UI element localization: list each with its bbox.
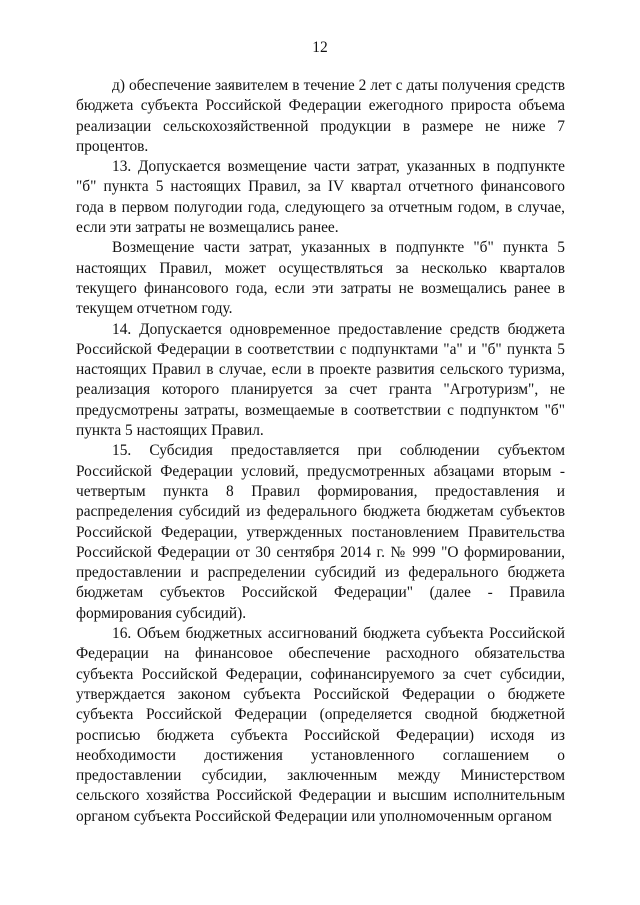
document-body	[76, 76, 565, 827]
paragraph-15: 15. Субсидия предоставляется при соблюдении субъектом Российской Федерации условий, предусмотренных абзацами вторым - четвертым пункта 8 Правил формирования, предоставления и распределения субсидий из федерального бюджета бюджетам субъектов Российской Федерации, утвержденных постановлением Правительства Российской Федерации от 30 сентября 2014 г. № 999 "О формировании, предоставлении и распределении субсидий из федерального бюджета бюджетам субъектов Российской Федерации" (далее - Правила формирования субсидий).	[76, 442, 565, 622]
paragraph-subitem-d: д) обеспечение заявителем в течение 2 лет с даты получения средств бюджета субъекта Российской Федерации ежегодного прироста объема реализации сельскохозяйственной продукции в размере не ниже 7 процентов.	[76, 77, 565, 155]
paragraph-13-continuation: Возмещение части затрат, указанных в подпункте "б" пункта 5 настоящих Правил, может осуществляться за несколько кварталов текущего финансового года, если эти затраты не возмещались ранее в текущем отчетном году.	[76, 239, 565, 318]
page-number: 12	[312, 39, 328, 56]
paragraph-13: 13. Допускается возмещение части затрат, указанных в подпункте "б" пункта 5 настоящих Правил, за IV квартал отчетного финансового года в первом полугодии года, следующего за отчетным годом, в случае, если эти затраты не возмещались ранее.	[76, 158, 565, 237]
paragraph-16: 16. Объем бюджетных ассигнований бюджета субъекта Российской Федерации на финансовое обеспечение расходного обязательства субъекта Российской Федерации, софинансируемого за счет субсидии, утверждается законом субъекта Российской Федерации о бюджете субъекта Российской Федерации (определяется сводной бюджетной росписью бюджета субъекта Российской Федерации) исходя из необходимости достижения установленного соглашением о предоставлении субсидии, заключенным между Министерством сельского хозяйства Российской Федерации и высшим исполнительным органом субъекта Российской Федерации или уполномоченным органом	[76, 625, 565, 825]
paragraph-14: 14. Допускается одновременное предоставление средств бюджета Российской Федерации в соответствии с подпунктами "а" и "б" пункта 5 настоящих Правил в случае, если в проекте развития сельского туризма, реализация которого планируется за счет гранта "Агротуризм", не предусмотрены затраты, возмещаемые в соответствии с подпунктом "б" пункта 5 настоящих Правил.	[76, 320, 565, 440]
